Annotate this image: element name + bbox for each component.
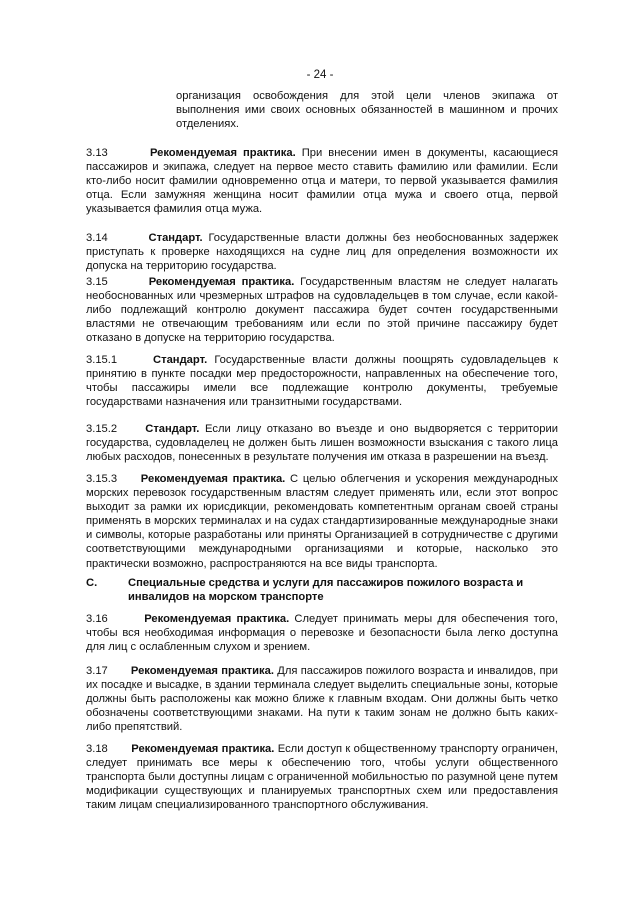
paragraph-text: Государственные власти должны поощрять судовладельцев к принятию в пункте посадки мер предосторожности, направленных на обеспечение того, чтобы пассажиры имели все подлежащие контролю документы, требуемые государствами назначения или транзитными государствами.	[86, 354, 559, 409]
paragraph-number: 3.13	[86, 147, 108, 159]
paragraph-kind: Рекомендуемая практика.	[144, 613, 290, 625]
paragraph-3-14	[86, 231, 558, 273]
paragraph-3-15	[86, 275, 558, 345]
paragraph-number: 3.14	[86, 232, 108, 244]
paragraph-kind: Рекомендуемая практика.	[130, 665, 274, 677]
page-number: - 24 -	[306, 69, 334, 81]
paragraph-text: С целью облегчения и ускорения международных морских перевозок государственным властям следует применять или, если этот вопрос выходит за рамки их юрисдикции, рекомендовать компетентным органам своей страны применять в морских терминалах и на судах стандартизированные международные знаки и символы, которые разработаны или приняты Организацией в сотрудничестве с другими соответствующими международными организациями и которые, насколько это практически возможно, распространяются на все виды транспорта.	[86, 473, 558, 570]
paragraph-number: 3.16	[86, 613, 108, 625]
paragraph-3-16	[86, 612, 558, 654]
paragraph-kind: Стандарт.	[145, 423, 200, 435]
paragraph-number: 3.15.1	[86, 354, 118, 366]
paragraph-number: 3.15.2	[86, 423, 118, 435]
intro-paragraph: организация освобождения для этой цели членов экипажа от выполнения ими своих основных обязанностей в машинном и прочих отделениях.	[176, 90, 558, 131]
section-title: Специальные средства и услуги для пассажиров пожилого возраста и инвалидов на морском транспорте	[128, 577, 524, 604]
paragraph-kind: Рекомендуемая практика.	[131, 743, 275, 755]
paragraph-text: Государственные власти должны без необоснованных задержек приступать к проверке находящихся на судне лиц для определения возможности их допуска на территорию государства.	[86, 232, 559, 273]
paragraph-3-17	[86, 664, 558, 734]
paragraph-number: 3.17	[86, 665, 108, 677]
paragraph-kind: Рекомендуемая практика.	[149, 147, 296, 159]
paragraph-text: При внесении имен в документы, касающиеся пассажиров и экипажа, следует на первое место ставить фамилию или фамилии. Если кто-либо носит фамилии одновременно отца и матери, то первой указывается фамилия отца. Если замужняя женщина носит фамилии отца мужа и своего отца, первой указывается фамилия отца мужа.	[86, 147, 559, 216]
paragraph-number: 3.15.3	[86, 473, 118, 485]
paragraph-number: 3.15	[86, 276, 108, 288]
paragraph-3-15-2	[86, 422, 558, 464]
paragraph-3-13	[86, 146, 558, 216]
paragraph-text: Следует принимать меры для обеспечения того, чтобы вся необходимая информация о перевозке и безопасности была легко доступна для лиц с ослабленным слухом и зрением.	[86, 613, 558, 654]
section-letter: С.	[86, 577, 98, 589]
paragraph-text: Для пассажиров пожилого возраста и инвалидов, при их посадке и высадке, в здании терминала следует выделить специальные зоны, которые должны быть расположены как можно ближе к главным входам. Они должны быть четко обозначены соответствующими знаками. На пути к таким зонам не должно быть каких-либо препятствий.	[86, 665, 558, 734]
paragraph-3-15-3	[86, 472, 558, 571]
paragraph-kind: Стандарт.	[153, 354, 208, 366]
section-heading	[86, 576, 558, 604]
paragraph-kind: Стандарт.	[148, 232, 203, 244]
paragraph-kind: Рекомендуемая практика.	[148, 276, 295, 288]
paragraph-3-18	[86, 742, 558, 812]
paragraph-text: Если доступ к общественному транспорту ограничен, следует принимать все меры к обеспечению того, чтобы услуги общественного транспорта были доступны лицам с ограниченной мобильностью по разумной цене путем модификации существующих и планируемых транспортных схем или предоставления таким лицам специализированного транспортного обслуживания.	[86, 743, 558, 812]
paragraph-text: Государственным властям не следует налагать необоснованных или чрезмерных штрафов на судовладельцев в том случае, если какой-либо подлежащий контролю документ пассажира будет сочтен государственными властями не отвечающим требованиям или если по этой причине пассажиру будет отказано в допуске на территорию государства.	[86, 276, 559, 345]
paragraph-kind: Рекомендуемая практика.	[140, 473, 286, 485]
paragraph-number: 3.18	[86, 743, 108, 755]
paragraph-3-15-1	[86, 353, 558, 409]
paragraph-text: Если лицу отказано во въезде и оно выдворяется с территории государства, судовладелец не должен быть лишен возможности взыскания с такого лица любых расходов, понесенных в результате получения им отказа в разрешении на въезд.	[86, 423, 559, 464]
